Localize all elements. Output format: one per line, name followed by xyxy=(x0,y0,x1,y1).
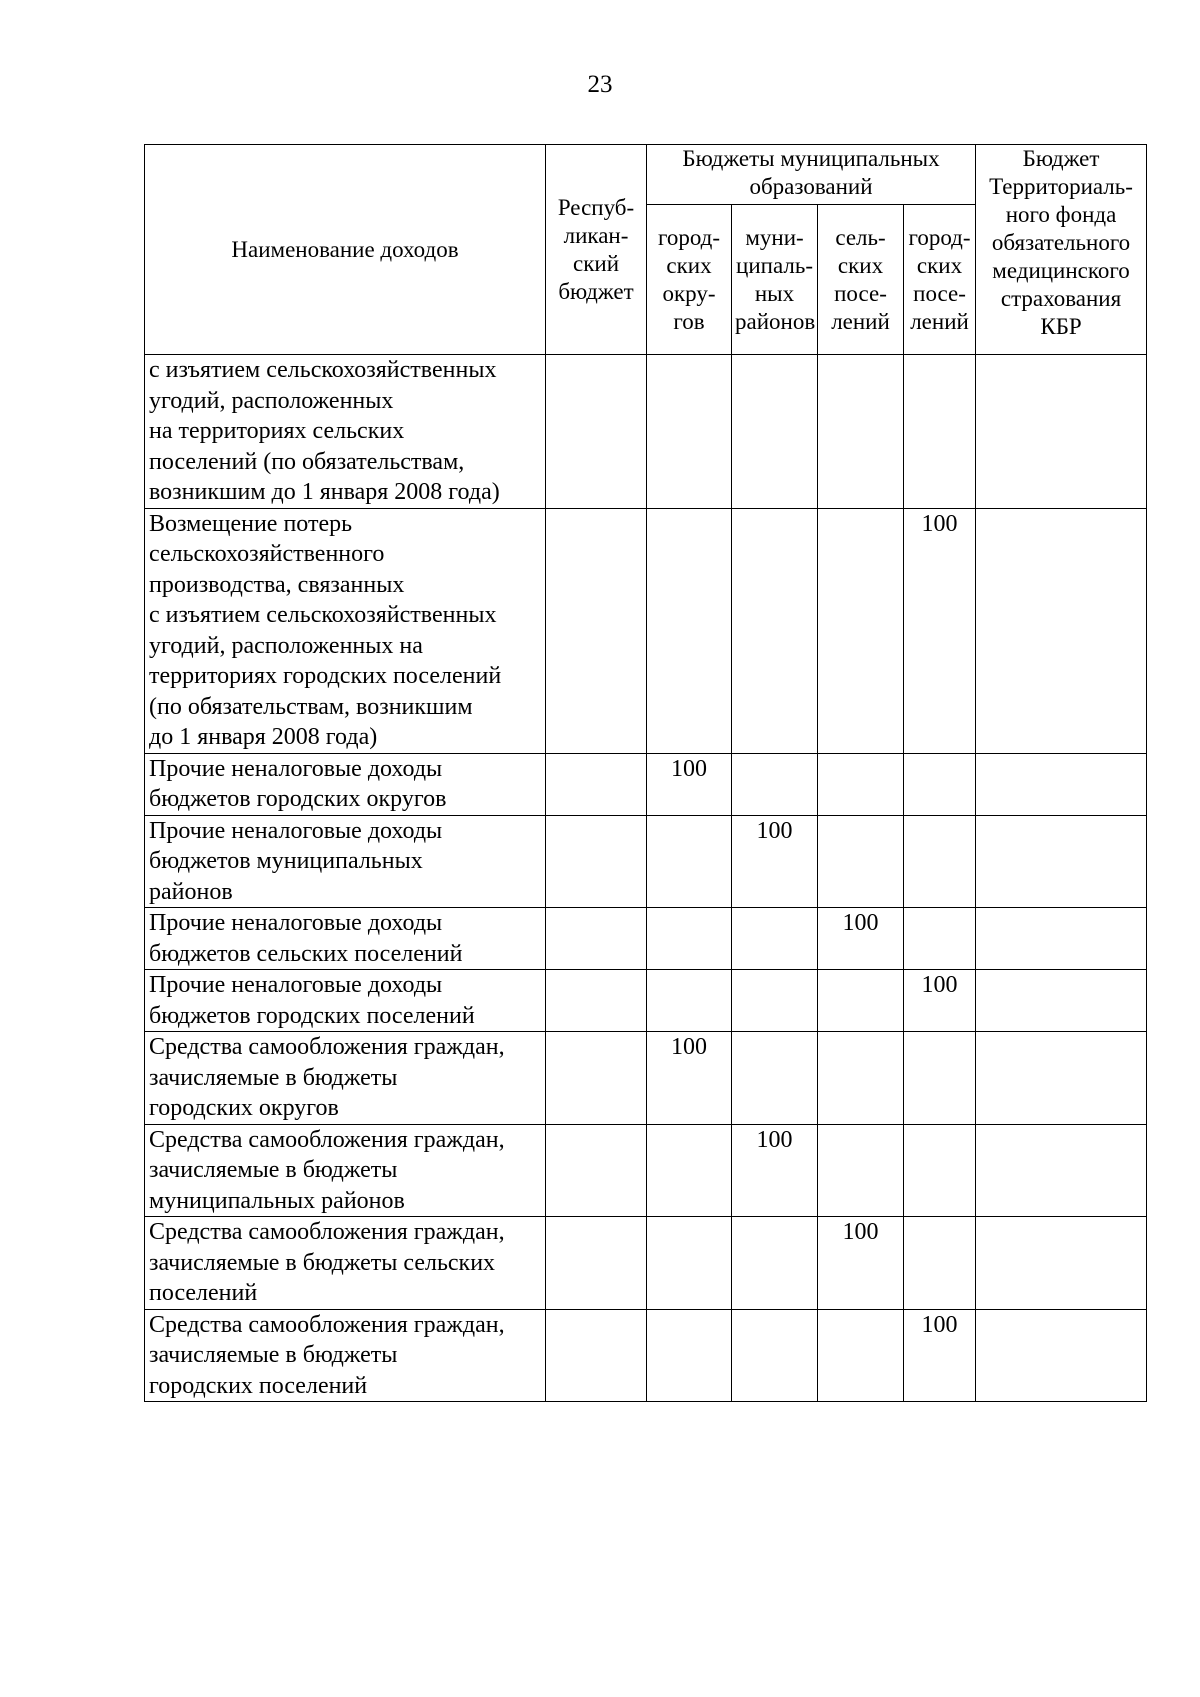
table-row xyxy=(145,1032,1147,1125)
city-districts-value: 100 xyxy=(647,1032,732,1125)
fund-budget-value xyxy=(976,1217,1147,1310)
republic-budget-value xyxy=(546,908,647,970)
header-urban-settlements: город- ских посе- лений xyxy=(904,205,976,355)
republic-budget-value xyxy=(546,970,647,1032)
table-body xyxy=(145,355,1147,1402)
urban-settlements-value xyxy=(904,355,976,509)
revenue-distribution-table xyxy=(144,144,1147,1402)
table-row xyxy=(145,908,1147,970)
republic-budget-value xyxy=(546,753,647,815)
municipal-districts-value xyxy=(732,970,818,1032)
revenue-name: с изъятием сельскохозяйственных угодий, расположенных на территориях сельских поселений (по обязательствам, возникшим до 1 января 2008 года) xyxy=(145,355,546,509)
municipal-districts-value xyxy=(732,753,818,815)
republic-budget-value xyxy=(546,355,647,509)
municipal-districts-value xyxy=(732,355,818,509)
table-row xyxy=(145,1124,1147,1217)
urban-settlements-value: 100 xyxy=(904,970,976,1032)
rural-settlements-value xyxy=(818,753,904,815)
page-number: 23 xyxy=(587,71,613,98)
city-districts-value xyxy=(647,970,732,1032)
urban-settlements-value xyxy=(904,753,976,815)
header-revenue-name: Наименование доходов xyxy=(145,145,546,355)
revenue-name: Средства самообложения граждан, зачисляемые в бюджеты сельских поселений xyxy=(145,1217,546,1310)
header-rural-settlements: сель- ских посе- лений xyxy=(818,205,904,355)
table-row xyxy=(145,1309,1147,1402)
fund-budget-value xyxy=(976,355,1147,509)
revenue-name: Прочие неналоговые доходы бюджетов городских поселений xyxy=(145,970,546,1032)
city-districts-value xyxy=(647,508,732,753)
table-header xyxy=(145,145,1147,355)
fund-budget-value xyxy=(976,1124,1147,1217)
city-districts-value xyxy=(647,815,732,908)
municipal-districts-value: 100 xyxy=(732,815,818,908)
header-fund-budget: Бюджет Территориаль- ного фонда обязательного медицинского страхования КБР xyxy=(976,145,1147,355)
revenue-name: Средства самообложения граждан, зачисляемые в бюджеты городских поселений xyxy=(145,1309,546,1402)
city-districts-value xyxy=(647,355,732,509)
city-districts-value xyxy=(647,1217,732,1310)
republic-budget-value xyxy=(546,1217,647,1310)
fund-budget-value xyxy=(976,1309,1147,1402)
rural-settlements-value xyxy=(818,970,904,1032)
revenue-name: Прочие неналоговые доходы бюджетов городских округов xyxy=(145,753,546,815)
urban-settlements-value: 100 xyxy=(904,508,976,753)
rural-settlements-value xyxy=(818,1309,904,1402)
urban-settlements-value xyxy=(904,1032,976,1125)
municipal-districts-value xyxy=(732,1217,818,1310)
municipal-districts-value xyxy=(732,508,818,753)
rural-settlements-value xyxy=(818,1124,904,1217)
rural-settlements-value xyxy=(818,355,904,509)
urban-settlements-value xyxy=(904,908,976,970)
republic-budget-value xyxy=(546,1032,647,1125)
fund-budget-value xyxy=(976,508,1147,753)
revenue-name: Прочие неналоговые доходы бюджетов сельских поселений xyxy=(145,908,546,970)
municipal-districts-value xyxy=(732,908,818,970)
rural-settlements-value xyxy=(818,1032,904,1125)
urban-settlements-value xyxy=(904,815,976,908)
city-districts-value xyxy=(647,908,732,970)
revenue-name: Средства самообложения граждан, зачисляемые в бюджеты городских округов xyxy=(145,1032,546,1125)
header-city-districts: город- ских окру- гов xyxy=(647,205,732,355)
fund-budget-value xyxy=(976,908,1147,970)
republic-budget-value xyxy=(546,1309,647,1402)
urban-settlements-value xyxy=(904,1217,976,1310)
municipal-districts-value xyxy=(732,1309,818,1402)
rural-settlements-value xyxy=(818,508,904,753)
revenue-name: Средства самообложения граждан, зачисляемые в бюджеты муниципальных районов xyxy=(145,1124,546,1217)
revenue-name: Возмещение потерь сельскохозяйственного производства, связанных с изъятием сельскохозяйственных угодий, расположенных на территориях городских поселений (по обязательствам, возникшим до 1 января 2008 года) xyxy=(145,508,546,753)
table-row xyxy=(145,508,1147,753)
republic-budget-value xyxy=(546,1124,647,1217)
fund-budget-value xyxy=(976,1032,1147,1125)
municipal-districts-value: 100 xyxy=(732,1124,818,1217)
revenue-name: Прочие неналоговые доходы бюджетов муниципальных районов xyxy=(145,815,546,908)
header-municipal-budgets: Бюджеты муниципальных образований xyxy=(647,145,976,205)
rural-settlements-value: 100 xyxy=(818,908,904,970)
header-municipal-districts: муни- ципаль- ных районов xyxy=(732,205,818,355)
republic-budget-value xyxy=(546,815,647,908)
republic-budget-value xyxy=(546,508,647,753)
urban-settlements-value: 100 xyxy=(904,1309,976,1402)
fund-budget-value xyxy=(976,815,1147,908)
city-districts-value: 100 xyxy=(647,753,732,815)
urban-settlements-value xyxy=(904,1124,976,1217)
city-districts-value xyxy=(647,1309,732,1402)
fund-budget-value xyxy=(976,970,1147,1032)
table-row xyxy=(145,753,1147,815)
table-row xyxy=(145,355,1147,509)
rural-settlements-value: 100 xyxy=(818,1217,904,1310)
municipal-districts-value xyxy=(732,1032,818,1125)
table-row xyxy=(145,815,1147,908)
table-row xyxy=(145,970,1147,1032)
fund-budget-value xyxy=(976,753,1147,815)
header-republic-budget: Респуб- ликан- ский бюджет xyxy=(546,145,647,355)
rural-settlements-value xyxy=(818,815,904,908)
table-row xyxy=(145,1217,1147,1310)
city-districts-value xyxy=(647,1124,732,1217)
